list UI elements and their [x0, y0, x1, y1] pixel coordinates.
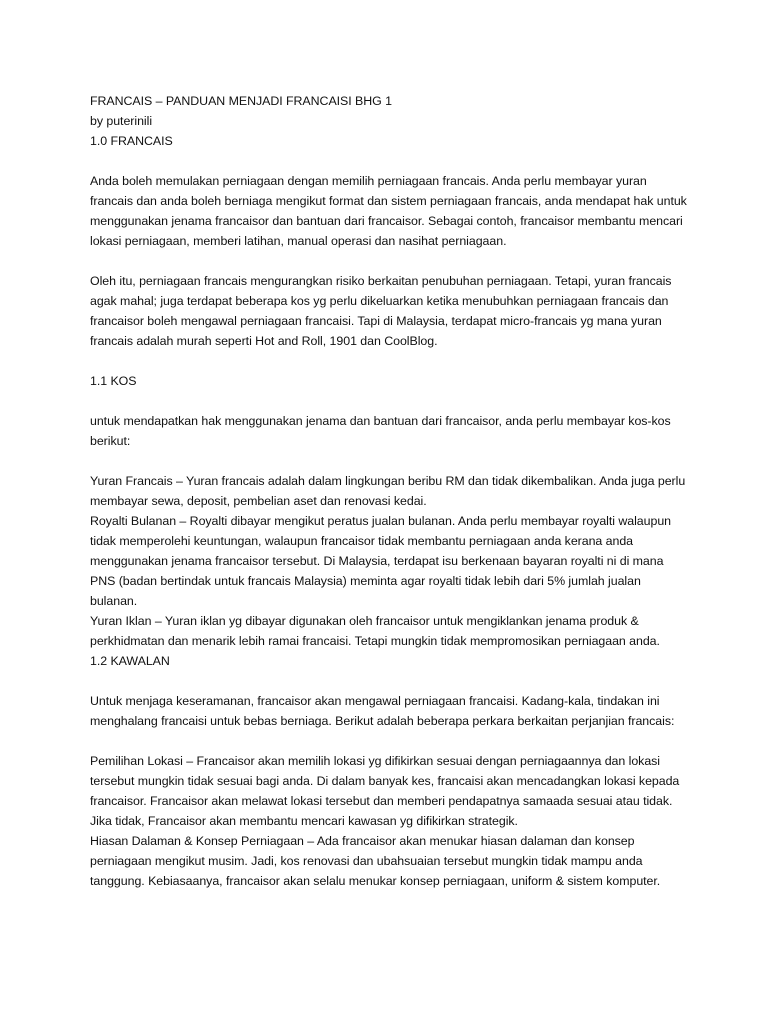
spacer — [90, 351, 690, 371]
spacer — [90, 671, 690, 691]
section-1-0-heading: 1.0 FRANCAIS — [90, 134, 173, 148]
section-1-1-heading: 1.1 KOS — [90, 374, 137, 388]
section-1-0-paragraph-1: Anda boleh memulakan perniagaan dengan memilih perniagaan francais. Anda perlu membayar yuran francais dan anda boleh berniaga mengikut format dan sistem perniagaan francais, anda mendapat hak untuk menggunakan jenama francaisor dan bantuan dari francaisor. Sebagai contoh, francaisor membantu mencari lokasi perniagaan, memberi latihan, manual operasi dan nasihat perniagaan. — [90, 174, 687, 248]
section-1-1-intro: untuk mendapatkan hak menggunakan jenama dan bantuan dari francaisor, anda perlu membayar kos-kos berikut: — [90, 414, 671, 448]
section-1-1-item-yuran-francais: Yuran Francais – Yuran francais adalah dalam lingkungan beribu RM dan tidak dikembalikan. Anda juga perlu membayar sewa, deposit, pembelian aset dan renovasi kedai. — [90, 474, 686, 508]
section-1-2-heading: 1.2 KAWALAN — [90, 654, 170, 668]
spacer — [90, 251, 690, 271]
document-title: FRANCAIS – PANDUAN MENJADI FRANCAISI BHG 1 — [90, 94, 392, 108]
spacer — [90, 391, 690, 411]
section-1-0-paragraph-2: Oleh itu, perniagaan francais mengurangkan risiko berkaitan penubuhan perniagaan. Tetapi, yuran francais agak mahal; juga terdapat beberapa kos yg perlu dikeluarkan ketika menubuhkan perniagaan francais dan francaisor boleh mengawal perniagaan francaisi. Tapi di Malaysia, terdapat micro-francais yg mana yuran francais adalah murah seperti Hot and Roll, 1901 dan CoolBlog. — [90, 274, 672, 348]
document-page — [90, 91, 690, 891]
section-1-2-item-pemilihan-lokasi: Pemilihan Lokasi – Francaisor akan memilih lokasi yg difikirkan sesuai dengan perniagaannya dan lokasi tersebut mungkin tidak sesuai bagi anda. Di dalam banyak kes, francaisi akan mencadangkan lokasi kepada francaisor. Francaisor akan melawat lokasi tersebut dan memberi pendapatnya samaada sesuai atau tidak. Jika tidak, Francaisor akan membantu mencari kawasan yg difikirkan strategik. — [90, 754, 680, 828]
spacer — [90, 451, 690, 471]
section-1-1-item-royalti-bulanan: Royalti Bulanan – Royalti dibayar mengikut peratus jualan bulanan. Anda perlu membayar royalti walaupun tidak memperolehi keuntungan, walaupun francaisor tidak membantu perniagaan anda kerana anda menggunakan jenama francaisor tersebut. Di Malaysia, terdapat isu berkenaan bayaran royalti ni di mana PNS (badan bertindak untuk francais Malaysia) meminta agar royalti tidak lebih dari 5% jumlah jualan bulanan. — [90, 514, 672, 608]
spacer — [90, 151, 690, 171]
document-author: by puterinili — [90, 114, 153, 128]
section-1-2-item-hiasan-dalaman: Hiasan Dalaman & Konsep Perniagaan – Ada francaisor akan menukar hiasan dalaman dan konsep perniagaan mengikut musim. Jadi, kos renovasi dan ubahsuaian tersebut mungkin tidak mampu anda tanggung. Kebiasaanya, francaisor akan selalu menukar konsep perniagaan, uniform & sistem komputer. — [90, 834, 661, 888]
section-1-1-item-yuran-iklan: Yuran Iklan – Yuran iklan yg dibayar digunakan oleh francaisor untuk mengiklankan jenama produk & perkhidmatan dan menarik lebih ramai francaisi. Tetapi mungkin tidak mempromosikan perniagaan anda. — [90, 614, 660, 648]
spacer — [90, 731, 690, 751]
section-1-2-intro: Untuk menjaga keseramanan, francaisor akan mengawal perniagaan francaisi. Kadang-kala, tindakan ini menghalang francaisi untuk bebas berniaga. Berikut adalah beberapa perkara berkaitan perjanjian francais: — [90, 694, 675, 728]
